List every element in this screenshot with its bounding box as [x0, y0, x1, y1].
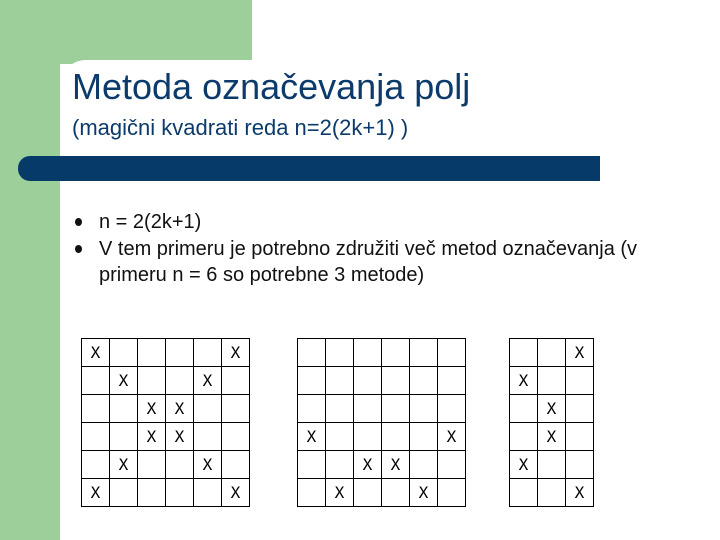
grid-cell [110, 395, 138, 423]
grid-cell [138, 451, 166, 479]
bullet-item [72, 236, 702, 288]
grid-cell [166, 367, 194, 395]
grid-cell: X [354, 451, 382, 479]
grid-cell [566, 451, 594, 479]
grid-row [510, 367, 594, 395]
grid-cell: X [82, 479, 110, 507]
grid-cell [82, 367, 110, 395]
grid-cell: X [382, 451, 410, 479]
grid-cell [510, 423, 538, 451]
grid-cell: X [82, 339, 110, 367]
grid-cell [566, 367, 594, 395]
grid-cell [538, 479, 566, 507]
grid-cell [82, 451, 110, 479]
grid-cell: X [194, 451, 222, 479]
grid-cell [166, 339, 194, 367]
grid-cell [438, 479, 466, 507]
grid-cell [438, 367, 466, 395]
grid-cell [538, 367, 566, 395]
grid-cell [326, 423, 354, 451]
grid-cell [438, 395, 466, 423]
grid-row [298, 367, 466, 395]
grid-row [82, 339, 250, 367]
grid-cell [110, 423, 138, 451]
grid-cell: X [222, 479, 250, 507]
slide-title: Metoda označevanja polj [72, 66, 471, 107]
grid-cell [538, 451, 566, 479]
grid-cell [194, 479, 222, 507]
grid-cell: X [538, 395, 566, 423]
grid-cell [410, 451, 438, 479]
grid-cell [410, 339, 438, 367]
grid-cell [194, 395, 222, 423]
grid-cell [354, 479, 382, 507]
grid-cell [222, 395, 250, 423]
grid-row [82, 367, 250, 395]
grid-cell [510, 339, 538, 367]
grid-cell [510, 395, 538, 423]
bullet-list [72, 209, 702, 289]
grid-cell [110, 479, 138, 507]
grid-cell [326, 451, 354, 479]
grid-cell [166, 479, 194, 507]
grid-cell [382, 395, 410, 423]
grid-cell [166, 451, 194, 479]
grid-row [298, 451, 466, 479]
grid-cell: X [410, 479, 438, 507]
grid-row [82, 451, 250, 479]
grid-cell: X [438, 423, 466, 451]
grid-cell [510, 479, 538, 507]
grid-cell [410, 395, 438, 423]
grid-cell [222, 367, 250, 395]
grid-cell: X [222, 339, 250, 367]
grid-cell [138, 339, 166, 367]
bullet-item [72, 209, 702, 235]
grid-row [82, 395, 250, 423]
grid-cell: X [138, 423, 166, 451]
grid-cell [538, 339, 566, 367]
grid-cell [354, 395, 382, 423]
grid-cell: X [166, 423, 194, 451]
grid-cell: X [326, 479, 354, 507]
grid-cell: X [138, 395, 166, 423]
grid-cell [410, 367, 438, 395]
grid-row [298, 339, 466, 367]
grid-cell: X [538, 423, 566, 451]
grid-cell [110, 339, 138, 367]
grid-row [510, 339, 594, 367]
grid-cell [438, 451, 466, 479]
grid-cell: X [298, 423, 326, 451]
grid-row [510, 479, 594, 507]
grid-cell [82, 423, 110, 451]
title-divider-bar [18, 156, 600, 181]
grid-cell [82, 395, 110, 423]
grid-cell [138, 367, 166, 395]
grid-row [298, 395, 466, 423]
top-accent-block [0, 0, 252, 64]
grid-cell [222, 451, 250, 479]
grid-cell [354, 423, 382, 451]
grid-cell: X [110, 367, 138, 395]
grid-cell [222, 423, 250, 451]
grid-row [298, 479, 466, 507]
grid-cell [354, 339, 382, 367]
grid-cell [438, 339, 466, 367]
grid-cell [410, 423, 438, 451]
grid-cell [138, 479, 166, 507]
marking-grid-3 [509, 338, 594, 507]
grid-cell: X [566, 479, 594, 507]
grid-cell [326, 339, 354, 367]
bullet-dot-icon [75, 245, 82, 253]
grid-cell [298, 339, 326, 367]
grid-cell: X [194, 367, 222, 395]
grid-cell [194, 339, 222, 367]
grid-cell [354, 367, 382, 395]
grid-cell [298, 395, 326, 423]
marking-grid-1 [81, 338, 250, 507]
grid-row [82, 423, 250, 451]
grid-cell [382, 367, 410, 395]
grid-row [510, 423, 594, 451]
grid-cell [298, 451, 326, 479]
grid-cell [566, 395, 594, 423]
slide-subtitle: (magični kvadrati reda n=2(2k+1) ) [72, 115, 409, 140]
marking-grid-2 [297, 338, 466, 507]
grid-cell: X [510, 451, 538, 479]
grid-cell: X [166, 395, 194, 423]
bullet-text: V tem primeru je potrebno združiti več metod označevanja (v primeru n = 6 so potrebne 3 metode) [99, 238, 638, 286]
grid-row [510, 395, 594, 423]
grid-cell: X [566, 339, 594, 367]
bullet-text: n = 2(2k+1) [99, 211, 202, 233]
grid-cell [298, 479, 326, 507]
grid-cell [194, 423, 222, 451]
grid-cell [326, 367, 354, 395]
grid-cell [566, 423, 594, 451]
grid-row [82, 479, 250, 507]
grid-row [510, 451, 594, 479]
left-accent-strip [0, 0, 60, 540]
grid-cell [298, 367, 326, 395]
grid-row [298, 423, 466, 451]
bullet-dot-icon [75, 218, 82, 226]
grid-cell [326, 395, 354, 423]
grid-cell [382, 339, 410, 367]
grid-cell: X [110, 451, 138, 479]
grid-cell: X [510, 367, 538, 395]
grid-cell [382, 423, 410, 451]
grid-cell [382, 479, 410, 507]
